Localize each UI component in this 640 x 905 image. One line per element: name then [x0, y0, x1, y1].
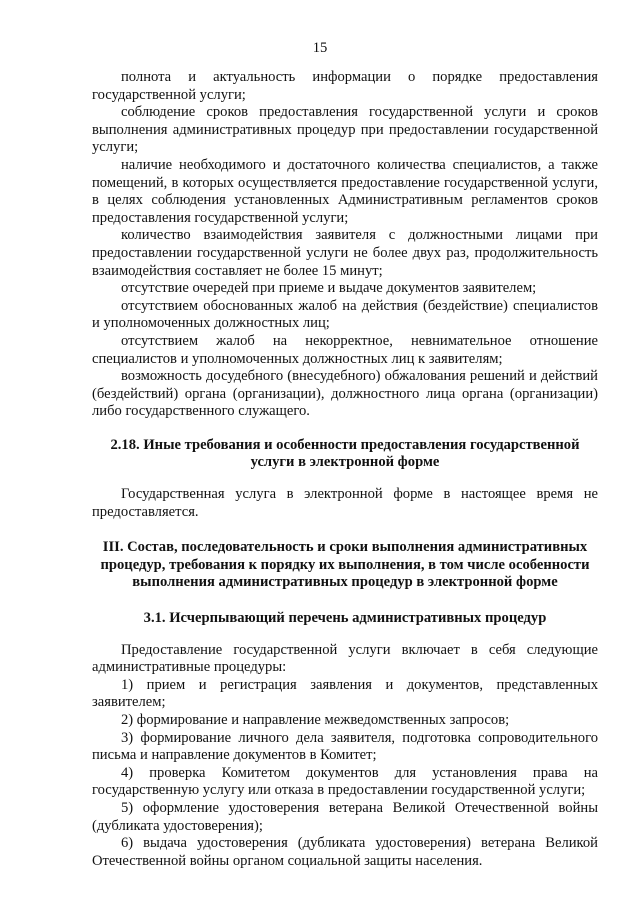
criterion-paragraph: полнота и актуальность информации о порядке предоставления государственной услуги; [92, 69, 598, 103]
section-3-1-intro: Предоставление государственной услуги включает в себя следующие административные процедуры: [92, 641, 598, 676]
section-heading-2-18: 2.18. Иные требования и особенности предоставления государственной услуги в электронной форме [110, 436, 580, 471]
criterion-paragraph: количество взаимодействия заявителя с должностными лицами при предоставлении государственной услуги не более двух раз, продолжительность взаимодействия составляет не более 15 минут; [92, 227, 598, 279]
section-heading-3-1: 3.1. Исчерпывающий перечень административных процедур [143, 610, 547, 627]
page-number: 15 [312, 40, 328, 56]
procedure-item: 6) выдача удостоверения (дубликата удостоверения) ветерана Великой Отечественной войны органом социальной защиты населения. [92, 835, 598, 869]
criterion-paragraph: наличие необходимого и достаточного количества специалистов, а также помещений, в которых осуществляется предоставление государственной услуги, в целях соблюдения установленных Административным регламентов сроков предоставления государственной услуги; [92, 156, 598, 226]
criterion-paragraph: соблюдение сроков предоставления государственной услуги и сроков выполнения административных процедур при предоставлении государственной услуги; [92, 104, 598, 156]
procedure-item: 5) оформление удостоверения ветерана Великой Отечественной войны (дубликата удостоверения); [92, 799, 598, 834]
criterion-paragraph: отсутствием жалоб на некорректное, невнимательное отношение специалистов и уполномоченных должностных лиц к заявителям; [92, 332, 598, 367]
procedure-item: 3) формирование личного дела заявителя, подготовка сопроводительного письма и направление документов в Комитет; [92, 729, 598, 764]
section-heading-3: III. Состав, последовательность и сроки выполнения административных процедур, требования к порядку их выполнения, в том числе особенности выполнения административных процедур в электронной форме [100, 539, 590, 591]
document-body [92, 69, 598, 870]
criterion-paragraph: возможность досудебного (внесудебного) обжалования решений и действий (бездействий) органа (организации), должностного лица органа (организации) либо государственного служащего. [92, 368, 598, 420]
criterion-paragraph: отсутствием обоснованных жалоб на действия (бездействие) специалистов и уполномоченных должностных лиц; [92, 297, 598, 332]
section-2-18-text: Государственная услуга в электронной форме в настоящее время не предоставляется. [92, 486, 598, 520]
criterion-paragraph: отсутствие очередей при приеме и выдаче документов заявителем; [121, 280, 537, 297]
procedure-item: 4) проверка Комитетом документов для установления права на государственную услугу или отказа в предоставлении государственной услуги; [92, 764, 598, 799]
procedure-item: 2) формирование и направление межведомственных запросов; [121, 712, 510, 728]
procedure-item: 1) прием и регистрация заявления и документов, представленных заявителем; [92, 676, 598, 711]
